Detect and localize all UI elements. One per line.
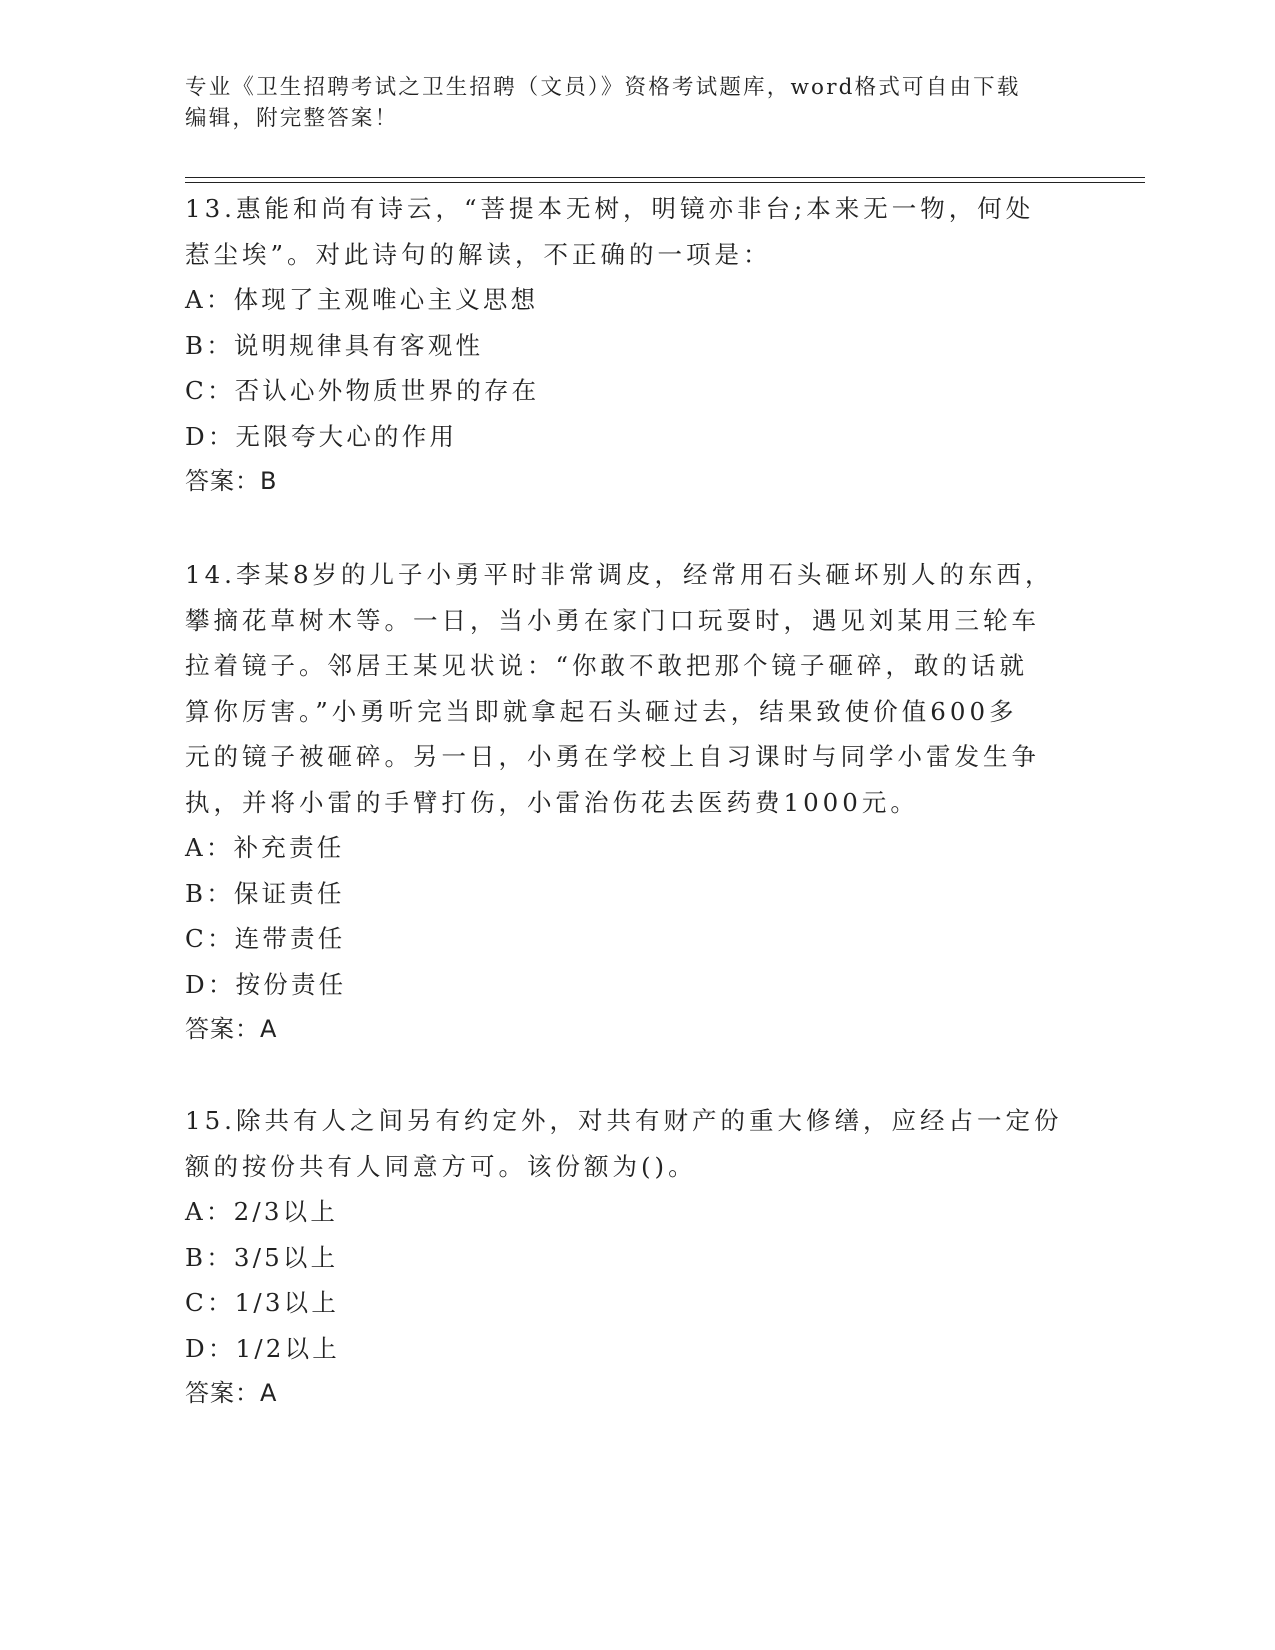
header-divider-bottom (185, 182, 1145, 183)
question-14 (185, 552, 1085, 1053)
question-13 (185, 186, 1085, 505)
option-b: B：保证责任 (185, 878, 345, 908)
option-d: D：按份责任 (185, 969, 347, 999)
question-15 (185, 1098, 1085, 1417)
option-c: C：否认心外物质世界的存在 (185, 376, 540, 405)
option-c: C：1/3以上 (185, 1288, 340, 1317)
option-b: B：说明规律具有客观性 (185, 330, 484, 360)
option-a: A：补充责任 (185, 833, 345, 862)
question-stem-line: 惹尘埃”。对此诗句的解读，不正确的一项是： (185, 239, 772, 269)
answer-line: 答案：B (185, 467, 278, 495)
question-stem-line: 元的镜子被砸碎。另一日，小勇在学校上自习课时与同学小雷发生争 (185, 742, 1040, 771)
option-a: A：体现了主观唯心主义思想 (185, 285, 539, 314)
question-stem-line: 拉着镜子。邻居王某见状说：“你敢不敢把那个镜子砸碎，敢的话就 (185, 651, 1029, 680)
question-stem-line: 15.除共有人之间另有约定外，对共有财产的重大修缮，应经占一定份 (185, 1106, 1063, 1135)
option-d: D：1/2以上 (185, 1333, 340, 1363)
question-stem-line: 执，并将小雷的手臂打伤，小雷治伤花去医药费1000元。 (185, 787, 919, 817)
header-line-1: 专业《卫生招聘考试之卫生招聘（文员）》资格考试题库，word格式可自由下载 (185, 75, 1021, 100)
question-stem-line: 算你厉害。”小勇听完当即就拿起石头砸过去，结果致使价值600多 (185, 696, 1018, 726)
question-stem-line: 攀摘花草树木等。一日，当小勇在家门口玩耍时，遇见刘某用三轮车 (185, 605, 1040, 635)
question-stem-line: 额的按份共有人同意方可。该份额为()。 (185, 1151, 697, 1181)
header-line-2: 编辑，附完整答案！ (185, 106, 399, 131)
document-header (185, 72, 1085, 134)
option-c: C：连带责任 (185, 924, 346, 953)
header-divider-top (185, 177, 1145, 178)
option-b: B：3/5以上 (185, 1242, 339, 1272)
question-stem-line: 13.惠能和尚有诗云，“菩提本无树，明镜亦非台;本来无一物，何处 (185, 194, 1035, 223)
answer-line: 答案：A (185, 1015, 278, 1043)
answer-line: 答案：A (185, 1379, 278, 1407)
option-a: A：2/3以上 (185, 1197, 339, 1226)
question-stem-line: 14.李某8岁的儿子小勇平时非常调皮，经常用石头砸坏别人的东西， (185, 560, 1054, 589)
option-d: D：无限夸大心的作用 (185, 421, 458, 451)
